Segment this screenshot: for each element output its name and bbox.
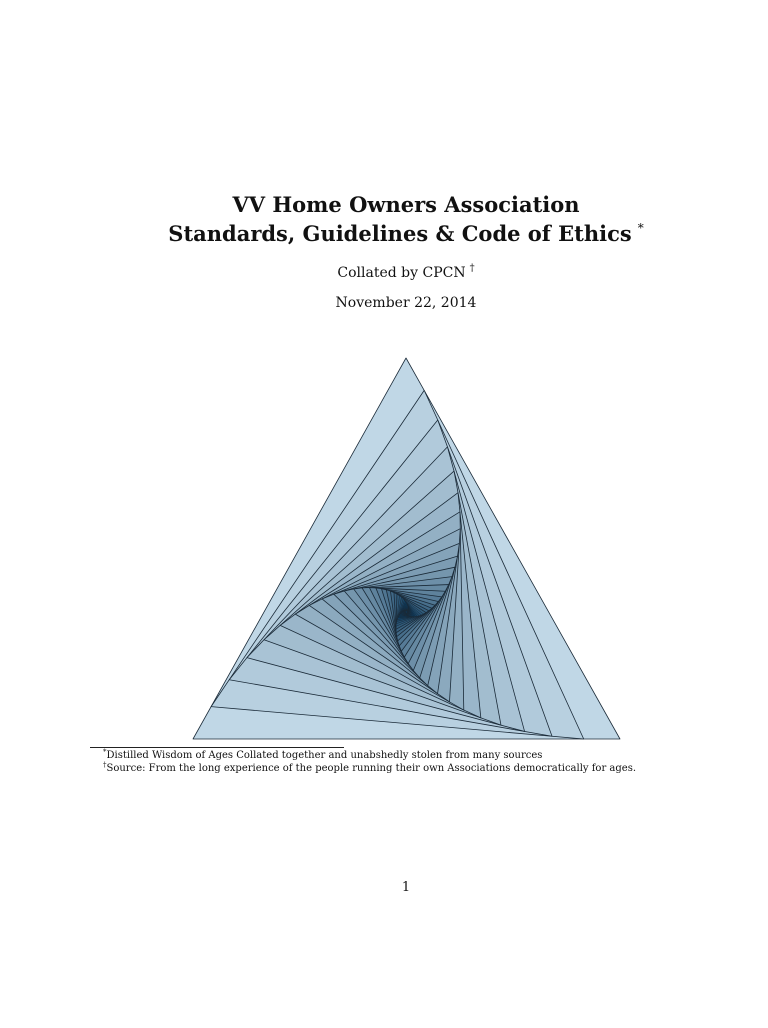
title-footnote-marker: *	[637, 221, 644, 235]
footnote-1	[103, 749, 542, 763]
document-date: November 22, 2014	[335, 295, 477, 311]
footnote-1-marker: *	[103, 748, 107, 756]
title-text-2: Standards, Guidelines & Code of Ethics	[168, 221, 632, 246]
author-footnote-marker: †	[469, 263, 475, 274]
title-text-1: VV Home Owners Association	[232, 192, 580, 217]
footnote-2	[103, 762, 636, 776]
footnote-2-marker: †	[103, 761, 107, 769]
footnote-1-text: Distilled Wisdom of Ages Collated together and unabshedly stolen from many sources	[106, 750, 543, 761]
footnote-rule	[90, 747, 344, 748]
footnote-2-text: Source: From the long experience of the people running their own Associations democratically for ages.	[106, 763, 637, 774]
page-number: 1	[401, 880, 411, 895]
author-text: Collated by CPCN	[337, 265, 466, 281]
